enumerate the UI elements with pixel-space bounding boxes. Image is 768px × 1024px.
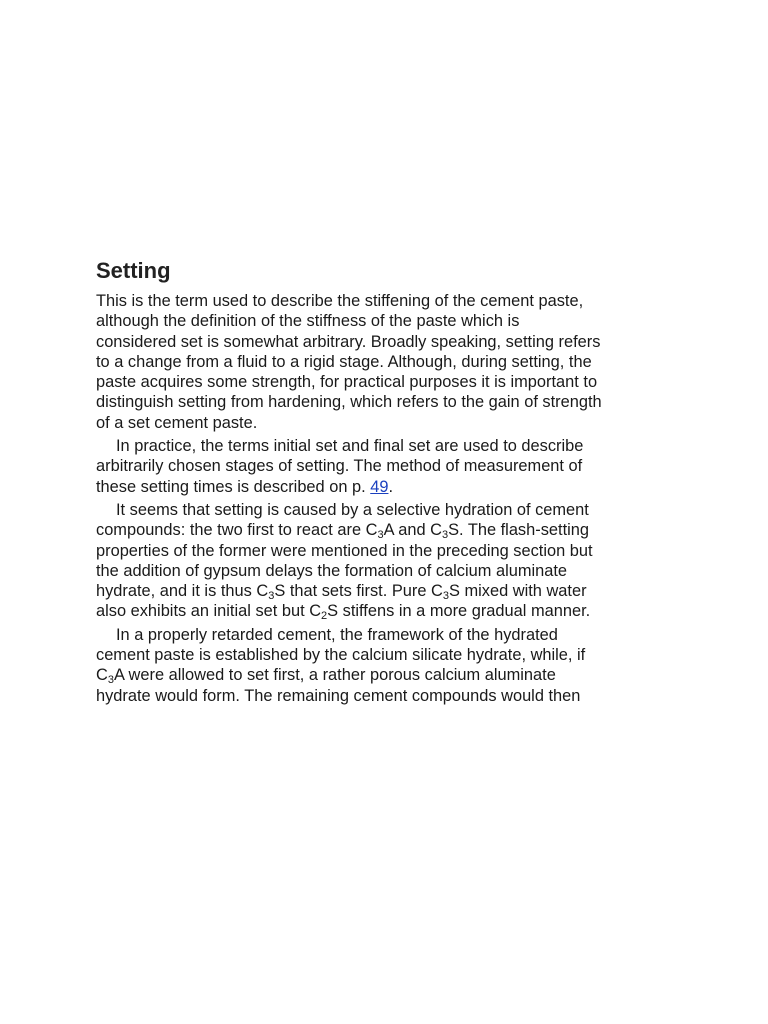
text-line: considered set is somewhat arbitrary. Broadly speaking, setting refers [96,332,601,351]
text-line: hydrate, and it is thus $C_3S$ that sets first. Pure $C_3S$ mixed with water [96,582,587,603]
text-line: This is the term used to describe the stiffening of the cement paste, [96,292,584,310]
text-line: to a change from a fluid to a rigid stage. Although, during setting, the [96,352,592,371]
paragraph [96,291,686,433]
text-line: distinguish setting from hardening, which refers to the gain of strength [96,393,602,412]
text-line: cement paste is established by the calcium silicate hydrate, while, if [96,646,586,665]
subscript: 3 [442,590,449,603]
section-heading: Setting [96,258,171,283]
text-line: hydrate would form. The remaining cement compounds would then [96,686,581,705]
text-line: these setting times is described on p. 49. [96,477,394,496]
subscript: 3 [107,674,114,687]
section-body [96,291,686,706]
subscript: 2 [321,610,328,623]
text-line: of a set cement paste. [96,413,258,432]
text-line: although the definition of the stiffness of the paste which is [96,312,520,331]
page-reference-link[interactable]: 49 [370,477,389,496]
subscript: 3 [268,590,275,603]
text-line: the addition of gypsum delays the formation of calcium aluminate [96,561,568,580]
text-line: paste acquires some strength, for practical purposes it is important to [96,373,598,392]
subscript: 3 [441,529,449,542]
text-line: In practice, the terms initial set and final set are used to describe [116,437,584,456]
text-line: In a properly retarded cement, the framework of the hydrated [116,625,558,644]
paragraph [96,500,686,622]
paragraph [96,625,686,706]
text-line: also exhibits an initial set but $C_2S$ stiffens in a more gradual manner. [96,602,591,623]
text-line: $C_3A$ were allowed to set first, a rather porous calcium aluminate [96,666,556,687]
paragraph [96,436,686,497]
text-line: properties of the former were mentioned in the preceding section but [96,541,593,560]
subscript: 3 [377,529,384,542]
text-line: It seems that setting is caused by a selective hydration of cement [116,500,589,519]
text-line: arbitrarily chosen stages of setting. The method of measurement of [96,457,583,476]
text-line: compounds: the two first to react are $C_3A$ and $C_3S$. The flash-setting [96,521,589,542]
document-page [96,256,686,709]
